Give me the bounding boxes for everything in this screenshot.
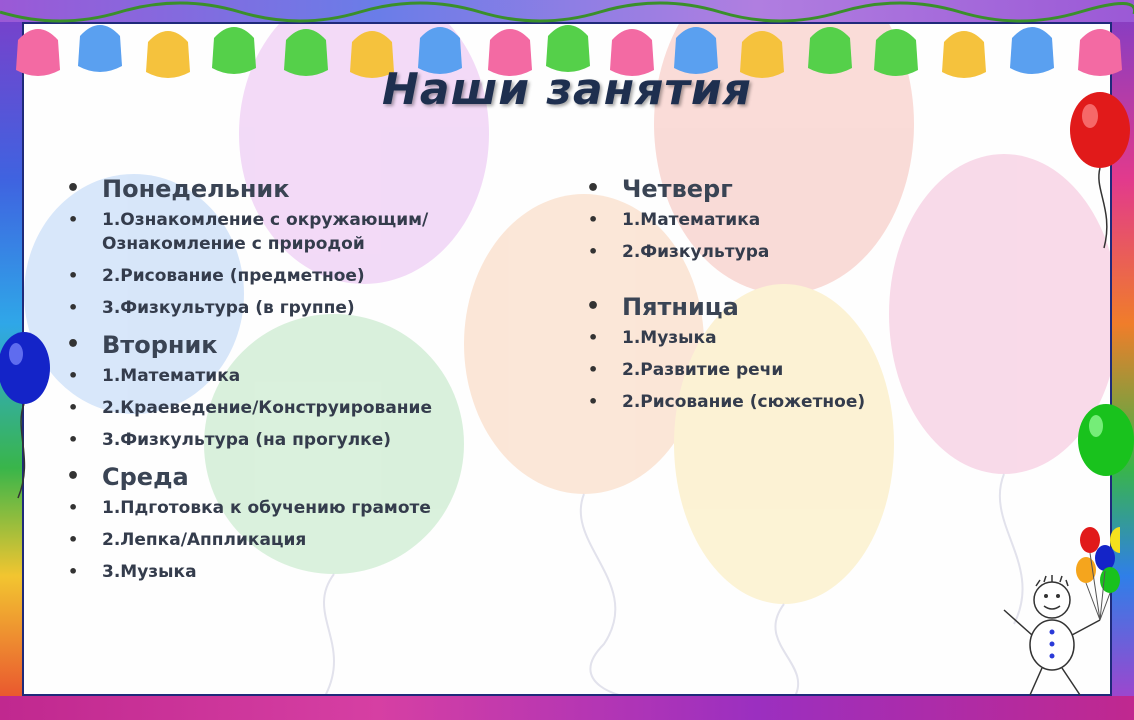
lesson-item: • 2.Краеведение/Конструирование <box>60 396 550 420</box>
lesson-item: • 3.Музыка <box>60 560 550 584</box>
schedule-right-column <box>580 172 1000 422</box>
day-friday: • Пятница <box>580 290 1000 324</box>
lesson-item: • 1.Пдготовка к обучению грамоте <box>60 496 550 520</box>
blue-balloon-decoration <box>0 330 60 500</box>
day-thursday: • Четверг <box>580 172 1000 206</box>
day-tuesday: • Вторник <box>60 328 550 362</box>
lesson-item: • 1.Математика <box>580 208 1000 232</box>
frame-bottom <box>0 696 1134 720</box>
day-monday: • Понедельник <box>60 172 550 206</box>
lesson-item: • 2.Развитие речи <box>580 358 1000 382</box>
child-with-balloons-illustration <box>990 520 1120 700</box>
lesson-item: • 1.Математика <box>60 364 550 388</box>
lesson-item: • 2.Лепка/Аппликация <box>60 528 550 552</box>
green-balloon-decoration <box>1072 400 1134 500</box>
schedule-left-column <box>60 172 550 592</box>
lesson-item: • 1.Музыка <box>580 326 1000 350</box>
lesson-item: • 3.Физкультура (в группе) <box>60 296 550 320</box>
lesson-item: • 2.Рисование (предметное) <box>60 264 550 288</box>
spacer <box>580 272 1000 290</box>
lesson-item: • 2.Физкультура <box>580 240 1000 264</box>
lesson-item: • 2.Рисование (сюжетное) <box>580 390 1000 414</box>
lesson-item: • 3.Физкультура (на прогулке) <box>60 428 550 452</box>
day-wednesday: • Среда <box>60 460 550 494</box>
lesson-item: • 1.Ознакомление с окружающим/Ознакомление с природой <box>60 208 550 256</box>
page-title: Наши занятия <box>382 64 752 115</box>
